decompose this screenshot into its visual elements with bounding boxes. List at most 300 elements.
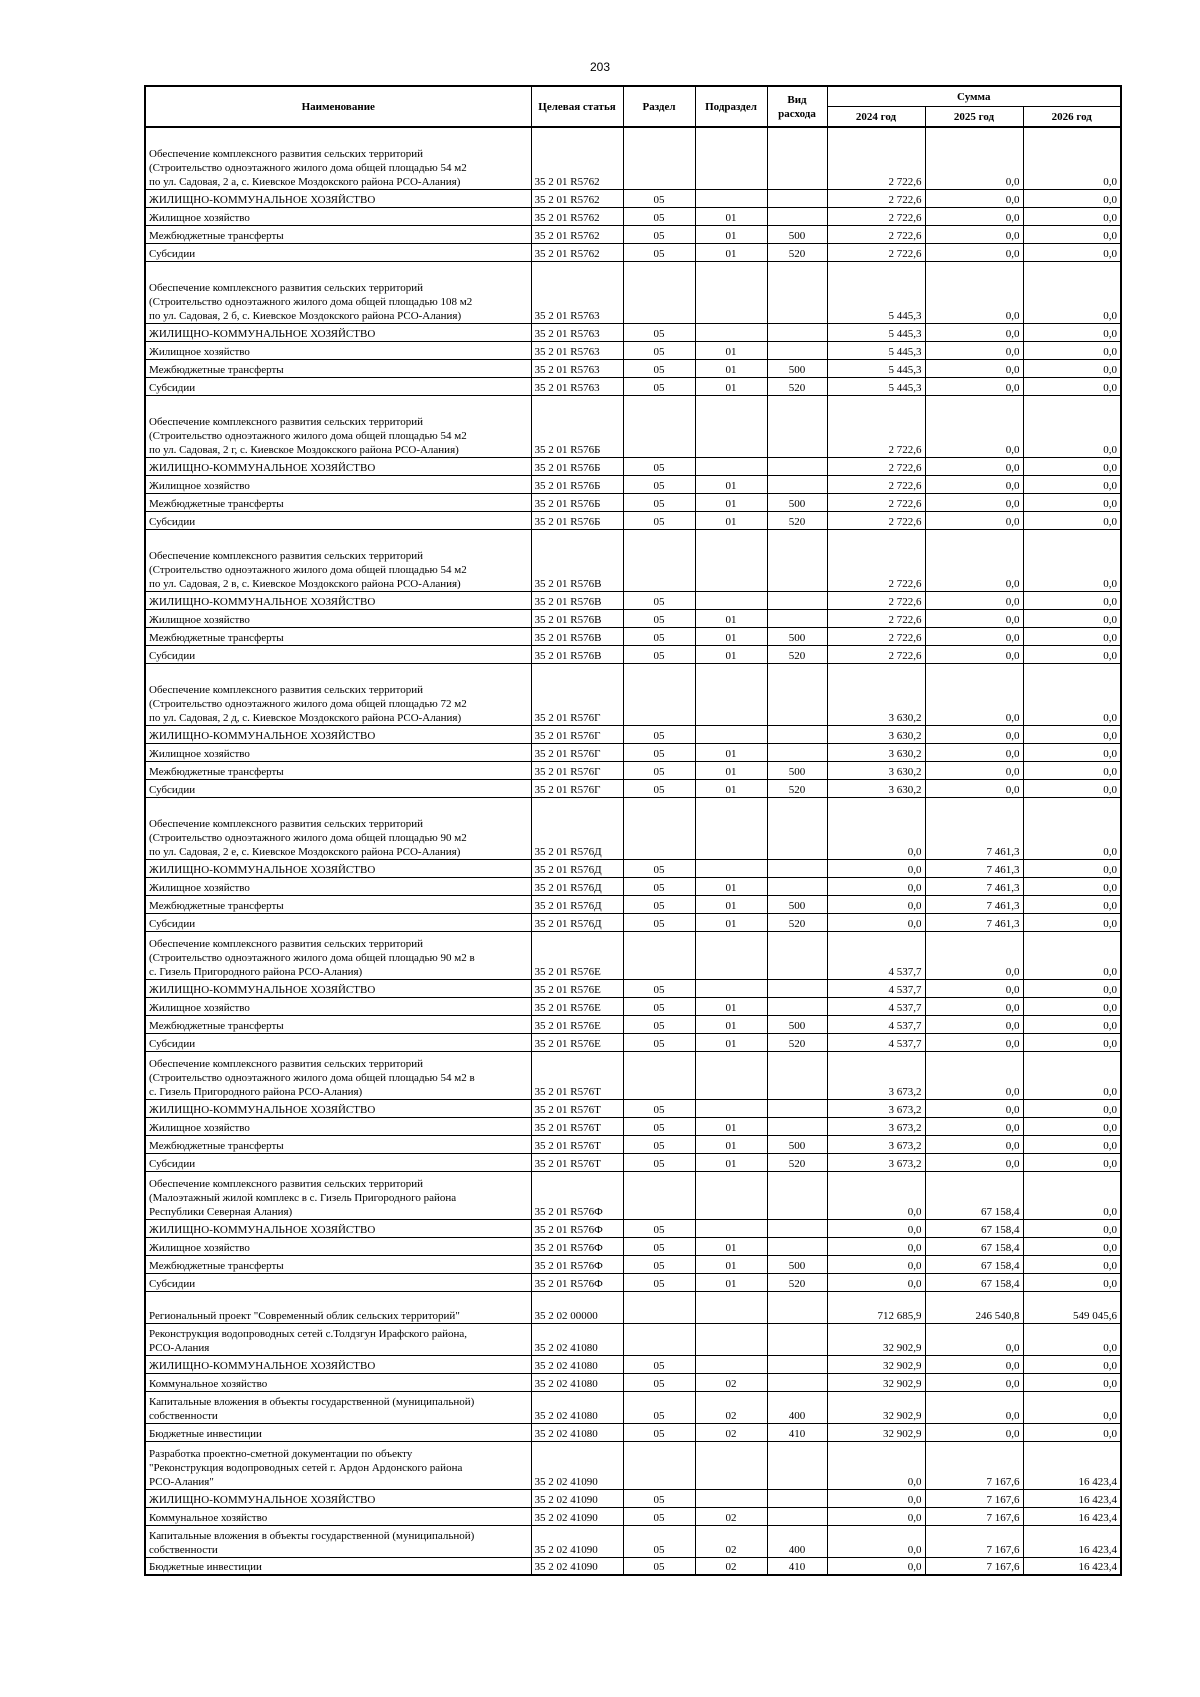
cell-sum-2024: 3 630,2	[827, 761, 925, 779]
cell-name: Межбюджетные трансферты	[145, 1135, 531, 1153]
cell-target-article: 35 2 02 41080	[531, 1391, 623, 1423]
cell-target-article: 35 2 01 R576Б	[531, 493, 623, 511]
table-row	[145, 1099, 1121, 1117]
cell-name: Субсидии	[145, 1153, 531, 1171]
cell-name: Обеспечение комплексного развития сельских территорий (Строительство одноэтажного жилого дома общей площадью 54 м2 по ул. Садовая, 2 а, с. Киевское Моздокского района РСО-Алания)	[145, 127, 531, 189]
cell-target-article: 35 2 01 R576В	[531, 627, 623, 645]
cell-target-article: 35 2 01 R576Ф	[531, 1237, 623, 1255]
cell-subsection	[695, 591, 767, 609]
cell-subsection	[695, 1051, 767, 1099]
cell-section	[623, 261, 695, 323]
cell-sum-2025: 67 158,4	[925, 1171, 1023, 1219]
cell-subsection	[695, 663, 767, 725]
cell-expense-type: 520	[767, 645, 827, 663]
cell-sum-2024: 0,0	[827, 1441, 925, 1489]
cell-sum-2025: 0,0	[925, 1099, 1023, 1117]
cell-expense-type	[767, 395, 827, 457]
cell-target-article: 35 2 02 41080	[531, 1323, 623, 1355]
table-row	[145, 529, 1121, 591]
cell-section: 05	[623, 1391, 695, 1423]
cell-target-article: 35 2 01 R576Г	[531, 761, 623, 779]
cell-sum-2026: 0,0	[1023, 931, 1121, 979]
cell-name: Обеспечение комплексного развития сельских территорий (Строительство одноэтажного жилого дома общей площадью 54 м2 по ул. Садовая, 2 в, с. Киевское Моздокского района РСО-Алания)	[145, 529, 531, 591]
header-year-2025: 2025 год	[925, 107, 1023, 128]
cell-expense-type: 520	[767, 1273, 827, 1291]
cell-sum-2024: 2 722,6	[827, 189, 925, 207]
cell-sum-2026: 0,0	[1023, 395, 1121, 457]
cell-sum-2025: 0,0	[925, 475, 1023, 493]
cell-section: 05	[623, 1255, 695, 1273]
cell-target-article: 35 2 01 R5763	[531, 323, 623, 341]
cell-sum-2026: 0,0	[1023, 323, 1121, 341]
cell-sum-2025: 67 158,4	[925, 1219, 1023, 1237]
table-row	[145, 931, 1121, 979]
cell-subsection	[695, 1441, 767, 1489]
cell-section: 05	[623, 359, 695, 377]
cell-target-article: 35 2 01 R576E	[531, 979, 623, 997]
cell-expense-type	[767, 1237, 827, 1255]
table-row	[145, 895, 1121, 913]
cell-expense-type	[767, 127, 827, 189]
cell-subsection: 01	[695, 1135, 767, 1153]
cell-sum-2026: 0,0	[1023, 261, 1121, 323]
cell-sum-2026: 0,0	[1023, 663, 1121, 725]
cell-target-article: 35 2 01 R576Ф	[531, 1255, 623, 1273]
table-row	[145, 243, 1121, 261]
cell-expense-type	[767, 1323, 827, 1355]
cell-sum-2025: 0,0	[925, 1051, 1023, 1099]
cell-subsection	[695, 1219, 767, 1237]
cell-section: 05	[623, 779, 695, 797]
table-row	[145, 743, 1121, 761]
cell-subsection: 01	[695, 609, 767, 627]
cell-section: 05	[623, 189, 695, 207]
header-sum: Сумма	[827, 86, 1121, 107]
cell-sum-2024: 2 722,6	[827, 529, 925, 591]
cell-subsection	[695, 1291, 767, 1323]
cell-sum-2026: 0,0	[1023, 591, 1121, 609]
cell-sum-2026: 0,0	[1023, 243, 1121, 261]
cell-name: Жилищное хозяйство	[145, 1237, 531, 1255]
cell-sum-2026: 0,0	[1023, 797, 1121, 859]
cell-target-article: 35 2 01 R576Б	[531, 395, 623, 457]
cell-sum-2026: 0,0	[1023, 189, 1121, 207]
cell-name: Обеспечение комплексного развития сельских территорий (Строительство одноэтажного жилого дома общей площадью 90 м2 в с. Гизель Пригородного района РСО-Алания)	[145, 931, 531, 979]
cell-expense-type	[767, 663, 827, 725]
cell-sum-2026: 0,0	[1023, 529, 1121, 591]
table-row	[145, 609, 1121, 627]
cell-sum-2024: 0,0	[827, 1219, 925, 1237]
cell-sum-2025: 0,0	[925, 591, 1023, 609]
cell-expense-type: 400	[767, 1525, 827, 1557]
cell-subsection	[695, 261, 767, 323]
table-row	[145, 1423, 1121, 1441]
cell-name: Коммунальное хозяйство	[145, 1507, 531, 1525]
cell-expense-type	[767, 797, 827, 859]
cell-target-article: 35 2 01 R5763	[531, 377, 623, 395]
cell-section	[623, 1323, 695, 1355]
cell-sum-2024: 32 902,9	[827, 1423, 925, 1441]
cell-name: Жилищное хозяйство	[145, 207, 531, 225]
cell-target-article: 35 2 01 R576Г	[531, 779, 623, 797]
table-row	[145, 1255, 1121, 1273]
cell-name: Субсидии	[145, 645, 531, 663]
cell-name: Межбюджетные трансферты	[145, 493, 531, 511]
cell-subsection	[695, 797, 767, 859]
cell-sum-2026: 0,0	[1023, 1423, 1121, 1441]
cell-target-article: 35 2 01 R576E	[531, 1033, 623, 1051]
cell-sum-2024: 0,0	[827, 1525, 925, 1557]
cell-sum-2025: 0,0	[925, 359, 1023, 377]
table-row	[145, 859, 1121, 877]
cell-expense-type	[767, 1219, 827, 1237]
cell-sum-2025: 0,0	[925, 377, 1023, 395]
cell-name: Субсидии	[145, 511, 531, 529]
cell-sum-2026: 0,0	[1023, 1355, 1121, 1373]
cell-sum-2025: 0,0	[925, 1373, 1023, 1391]
cell-target-article: 35 2 01 R576Д	[531, 913, 623, 931]
cell-subsection: 01	[695, 1153, 767, 1171]
cell-expense-type	[767, 529, 827, 591]
cell-name: Бюджетные инвестиции	[145, 1557, 531, 1575]
cell-target-article: 35 2 01 R5762	[531, 189, 623, 207]
table-row	[145, 1391, 1121, 1423]
table-row	[145, 663, 1121, 725]
cell-sum-2026: 0,0	[1023, 1051, 1121, 1099]
cell-section: 05	[623, 1507, 695, 1525]
cell-subsection	[695, 931, 767, 979]
cell-sum-2026: 0,0	[1023, 913, 1121, 931]
table-row	[145, 1489, 1121, 1507]
cell-expense-type: 500	[767, 1015, 827, 1033]
cell-sum-2025: 0,0	[925, 1015, 1023, 1033]
cell-section: 05	[623, 997, 695, 1015]
cell-expense-type	[767, 323, 827, 341]
cell-sum-2025: 0,0	[925, 609, 1023, 627]
cell-sum-2026: 0,0	[1023, 207, 1121, 225]
cell-section: 05	[623, 225, 695, 243]
cell-sum-2024: 3 673,2	[827, 1117, 925, 1135]
cell-sum-2024: 2 722,6	[827, 511, 925, 529]
cell-sum-2024: 4 537,7	[827, 931, 925, 979]
cell-name: Обеспечение комплексного развития сельских территорий (Строительство одноэтажного жилого дома общей площадью 54 м2 в с. Гизель Пригородного района РСО-Алания)	[145, 1051, 531, 1099]
cell-sum-2025: 67 158,4	[925, 1255, 1023, 1273]
cell-target-article: 35 2 01 R5762	[531, 243, 623, 261]
cell-section: 05	[623, 1033, 695, 1051]
cell-sum-2026: 0,0	[1023, 1323, 1121, 1355]
cell-name: Жилищное хозяйство	[145, 341, 531, 359]
cell-subsection	[695, 1323, 767, 1355]
cell-name: Субсидии	[145, 377, 531, 395]
cell-expense-type: 500	[767, 1255, 827, 1273]
cell-name: Обеспечение комплексного развития сельских территорий (Строительство одноэтажного жилого дома общей площадью 108 м2 по ул. Садовая, 2 б, с. Киевское Моздокского района РСО-Алания)	[145, 261, 531, 323]
cell-section: 05	[623, 859, 695, 877]
table-row	[145, 913, 1121, 931]
table-row	[145, 761, 1121, 779]
cell-target-article: 35 2 01 R576Д	[531, 859, 623, 877]
cell-target-article: 35 2 02 41090	[531, 1489, 623, 1507]
table-row	[145, 645, 1121, 663]
cell-sum-2024: 5 445,3	[827, 261, 925, 323]
cell-subsection: 01	[695, 225, 767, 243]
cell-target-article: 35 2 01 R576Б	[531, 457, 623, 475]
cell-sum-2024: 2 722,6	[827, 645, 925, 663]
cell-sum-2025: 0,0	[925, 725, 1023, 743]
cell-subsection	[695, 457, 767, 475]
cell-expense-type	[767, 1051, 827, 1099]
cell-expense-type: 500	[767, 1135, 827, 1153]
table-row	[145, 1051, 1121, 1099]
cell-name: Реконструкция водопроводных сетей с.Толдзгун Ирафского района, РСО-Алания	[145, 1323, 531, 1355]
cell-expense-type	[767, 1441, 827, 1489]
cell-sum-2026: 549 045,6	[1023, 1291, 1121, 1323]
cell-sum-2024: 2 722,6	[827, 225, 925, 243]
cell-sum-2026: 0,0	[1023, 761, 1121, 779]
table-row	[145, 1373, 1121, 1391]
cell-expense-type: 520	[767, 1153, 827, 1171]
header-year-2024: 2024 год	[827, 107, 925, 128]
cell-target-article: 35 2 02 41080	[531, 1373, 623, 1391]
cell-section: 05	[623, 609, 695, 627]
cell-sum-2026: 0,0	[1023, 779, 1121, 797]
cell-section: 05	[623, 1557, 695, 1575]
cell-subsection: 01	[695, 1255, 767, 1273]
cell-expense-type	[767, 1355, 827, 1373]
cell-section: 05	[623, 457, 695, 475]
header-target-article: Целевая статья	[531, 86, 623, 127]
cell-sum-2026: 16 423,4	[1023, 1557, 1121, 1575]
table-row	[145, 493, 1121, 511]
cell-sum-2024: 2 722,6	[827, 243, 925, 261]
cell-subsection	[695, 323, 767, 341]
cell-target-article: 35 2 01 R5762	[531, 127, 623, 189]
table-row	[145, 189, 1121, 207]
table-row	[145, 591, 1121, 609]
table-row	[145, 1273, 1121, 1291]
cell-sum-2025: 0,0	[925, 997, 1023, 1015]
cell-target-article: 35 2 02 41080	[531, 1355, 623, 1373]
cell-expense-type	[767, 189, 827, 207]
cell-expense-type	[767, 931, 827, 979]
cell-sum-2024: 32 902,9	[827, 1323, 925, 1355]
cell-sum-2025: 0,0	[925, 243, 1023, 261]
cell-section: 05	[623, 877, 695, 895]
cell-subsection: 01	[695, 779, 767, 797]
cell-target-article: 35 2 01 R5763	[531, 261, 623, 323]
cell-section: 05	[623, 1099, 695, 1117]
table-row	[145, 225, 1121, 243]
cell-sum-2025: 7 167,6	[925, 1557, 1023, 1575]
cell-sum-2024: 3 673,2	[827, 1135, 925, 1153]
cell-sum-2025: 7 167,6	[925, 1507, 1023, 1525]
cell-sum-2024: 3 630,2	[827, 743, 925, 761]
cell-sum-2025: 0,0	[925, 207, 1023, 225]
cell-sum-2025: 0,0	[925, 1391, 1023, 1423]
cell-name: Субсидии	[145, 913, 531, 931]
cell-sum-2025: 0,0	[925, 663, 1023, 725]
cell-sum-2025: 67 158,4	[925, 1273, 1023, 1291]
cell-subsection: 01	[695, 493, 767, 511]
cell-section: 05	[623, 243, 695, 261]
cell-target-article: 35 2 02 41080	[531, 1423, 623, 1441]
cell-expense-type	[767, 207, 827, 225]
cell-sum-2024: 0,0	[827, 1171, 925, 1219]
table-row	[145, 627, 1121, 645]
cell-subsection: 01	[695, 511, 767, 529]
cell-section: 05	[623, 207, 695, 225]
table-row	[145, 207, 1121, 225]
cell-subsection: 02	[695, 1525, 767, 1557]
cell-name: Межбюджетные трансферты	[145, 1015, 531, 1033]
cell-subsection: 01	[695, 359, 767, 377]
table-row	[145, 1033, 1121, 1051]
cell-target-article: 35 2 01 R576E	[531, 1015, 623, 1033]
cell-name: Капитальные вложения в объекты государственной (муниципальной) собственности	[145, 1525, 531, 1557]
cell-sum-2024: 0,0	[827, 1273, 925, 1291]
table-row	[145, 395, 1121, 457]
cell-name: Межбюджетные трансферты	[145, 359, 531, 377]
table-row	[145, 377, 1121, 395]
cell-sum-2026: 0,0	[1023, 859, 1121, 877]
cell-section	[623, 1171, 695, 1219]
cell-expense-type: 520	[767, 377, 827, 395]
cell-sum-2025: 7 461,3	[925, 877, 1023, 895]
cell-target-article: 35 2 01 R576T	[531, 1051, 623, 1099]
cell-expense-type: 500	[767, 627, 827, 645]
cell-sum-2025: 0,0	[925, 323, 1023, 341]
cell-sum-2026: 0,0	[1023, 1171, 1121, 1219]
cell-sum-2024: 3 673,2	[827, 1051, 925, 1099]
cell-target-article: 35 2 01 R576Ф	[531, 1273, 623, 1291]
cell-expense-type	[767, 1489, 827, 1507]
cell-sum-2025: 7 461,3	[925, 913, 1023, 931]
cell-section: 05	[623, 1237, 695, 1255]
cell-sum-2024: 5 445,3	[827, 377, 925, 395]
cell-sum-2025: 0,0	[925, 1423, 1023, 1441]
cell-sum-2024: 3 673,2	[827, 1153, 925, 1171]
cell-sum-2024: 0,0	[827, 1255, 925, 1273]
cell-section	[623, 931, 695, 979]
cell-expense-type	[767, 997, 827, 1015]
cell-target-article: 35 2 02 41090	[531, 1507, 623, 1525]
table-row	[145, 457, 1121, 475]
cell-target-article: 35 2 01 R576В	[531, 645, 623, 663]
cell-sum-2026: 0,0	[1023, 127, 1121, 189]
cell-target-article: 35 2 01 R576Г	[531, 725, 623, 743]
cell-sum-2024: 2 722,6	[827, 395, 925, 457]
cell-sum-2026: 16 423,4	[1023, 1489, 1121, 1507]
header-name: Наименование	[145, 86, 531, 127]
cell-target-article: 35 2 01 R576Ф	[531, 1219, 623, 1237]
table-row	[145, 127, 1121, 189]
cell-sum-2025: 0,0	[925, 189, 1023, 207]
cell-sum-2025: 0,0	[925, 127, 1023, 189]
cell-target-article: 35 2 01 R576В	[531, 609, 623, 627]
cell-sum-2025: 7 167,6	[925, 1489, 1023, 1507]
header-year-2026: 2026 год	[1023, 107, 1121, 128]
cell-target-article: 35 2 01 R576Д	[531, 877, 623, 895]
cell-sum-2026: 0,0	[1023, 457, 1121, 475]
cell-sum-2024: 2 722,6	[827, 627, 925, 645]
cell-sum-2025: 0,0	[925, 1033, 1023, 1051]
cell-sum-2024: 0,0	[827, 1237, 925, 1255]
cell-target-article: 35 2 02 00000	[531, 1291, 623, 1323]
cell-sum-2026: 0,0	[1023, 627, 1121, 645]
cell-sum-2025: 7 461,3	[925, 859, 1023, 877]
cell-name: ЖИЛИЩНО-КОММУНАЛЬНОЕ ХОЗЯЙСТВО	[145, 323, 531, 341]
cell-section	[623, 1441, 695, 1489]
cell-subsection	[695, 395, 767, 457]
cell-sum-2026: 0,0	[1023, 225, 1121, 243]
cell-sum-2024: 4 537,7	[827, 1015, 925, 1033]
table-row	[145, 877, 1121, 895]
cell-section: 05	[623, 1135, 695, 1153]
cell-expense-type	[767, 743, 827, 761]
cell-expense-type: 520	[767, 1033, 827, 1051]
cell-sum-2025: 0,0	[925, 979, 1023, 997]
cell-sum-2026: 16 423,4	[1023, 1525, 1121, 1557]
cell-expense-type	[767, 725, 827, 743]
cell-section: 05	[623, 979, 695, 997]
cell-sum-2026: 0,0	[1023, 1033, 1121, 1051]
table-row	[145, 1525, 1121, 1557]
cell-sum-2024: 2 722,6	[827, 609, 925, 627]
cell-name: ЖИЛИЩНО-КОММУНАЛЬНОЕ ХОЗЯЙСТВО	[145, 591, 531, 609]
cell-section: 05	[623, 1153, 695, 1171]
cell-sum-2026: 0,0	[1023, 1135, 1121, 1153]
table-row	[145, 1219, 1121, 1237]
cell-target-article: 35 2 01 R576T	[531, 1135, 623, 1153]
cell-subsection: 01	[695, 1237, 767, 1255]
cell-sum-2024: 2 722,6	[827, 475, 925, 493]
cell-subsection: 01	[695, 743, 767, 761]
cell-sum-2026: 16 423,4	[1023, 1441, 1121, 1489]
cell-sum-2025: 7 461,3	[925, 895, 1023, 913]
cell-target-article: 35 2 01 R576T	[531, 1099, 623, 1117]
cell-name: ЖИЛИЩНО-КОММУНАЛЬНОЕ ХОЗЯЙСТВО	[145, 979, 531, 997]
cell-expense-type: 520	[767, 511, 827, 529]
table-row	[145, 359, 1121, 377]
table-row	[145, 779, 1121, 797]
cell-sum-2025: 7 167,6	[925, 1525, 1023, 1557]
cell-name: Жилищное хозяйство	[145, 877, 531, 895]
cell-sum-2026: 0,0	[1023, 1015, 1121, 1033]
cell-sum-2025: 0,0	[925, 779, 1023, 797]
cell-sum-2026: 0,0	[1023, 743, 1121, 761]
cell-name: ЖИЛИЩНО-КОММУНАЛЬНОЕ ХОЗЯЙСТВО	[145, 1489, 531, 1507]
cell-name: Субсидии	[145, 1033, 531, 1051]
cell-sum-2025: 0,0	[925, 931, 1023, 979]
cell-subsection: 01	[695, 475, 767, 493]
cell-target-article: 35 2 01 R5762	[531, 207, 623, 225]
cell-subsection: 01	[695, 243, 767, 261]
cell-target-article: 35 2 01 R576Ф	[531, 1171, 623, 1219]
cell-section	[623, 127, 695, 189]
cell-target-article: 35 2 01 R576Б	[531, 475, 623, 493]
cell-target-article: 35 2 02 41090	[531, 1441, 623, 1489]
header-expense-type: Вид расхода	[767, 86, 827, 127]
cell-subsection	[695, 725, 767, 743]
cell-sum-2026: 0,0	[1023, 359, 1121, 377]
cell-expense-type: 520	[767, 779, 827, 797]
table-row	[145, 1237, 1121, 1255]
cell-expense-type: 500	[767, 761, 827, 779]
cell-target-article: 35 2 01 R576В	[531, 529, 623, 591]
cell-subsection: 01	[695, 895, 767, 913]
table-row	[145, 323, 1121, 341]
cell-sum-2024: 32 902,9	[827, 1391, 925, 1423]
cell-target-article: 35 2 01 R576T	[531, 1153, 623, 1171]
